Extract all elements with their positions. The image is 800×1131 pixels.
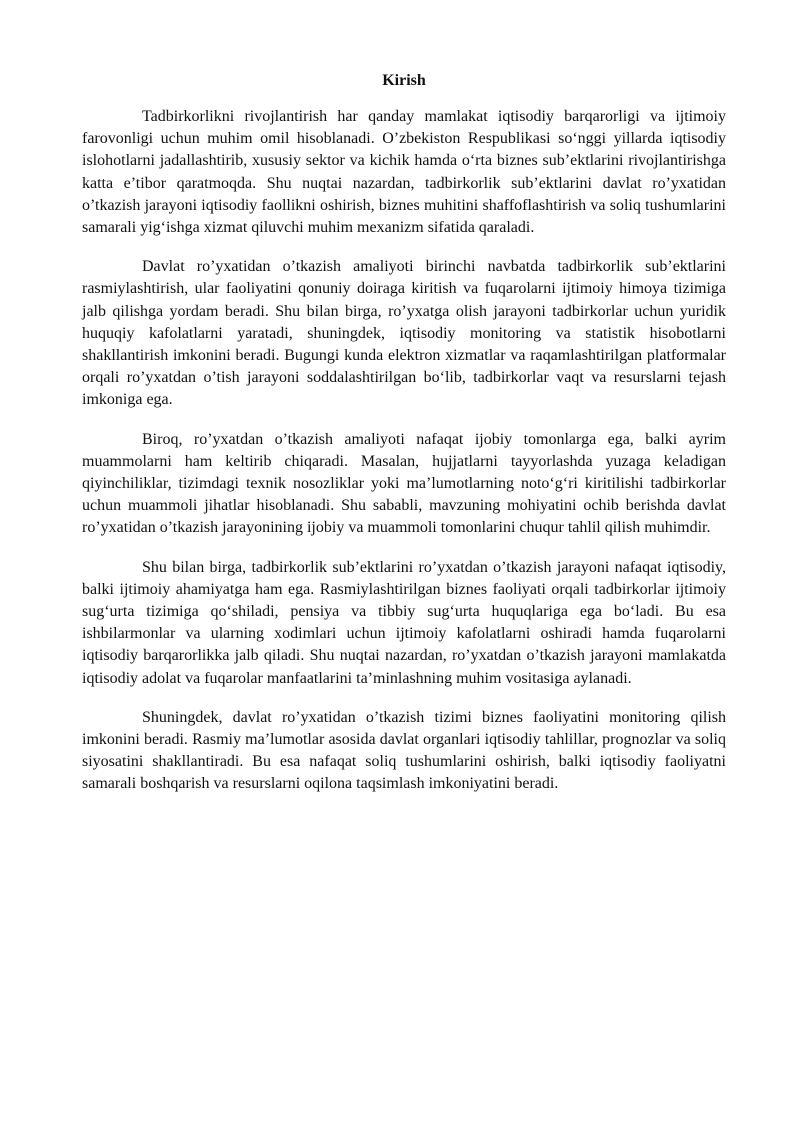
paragraph-2: Davlat ro’yxatidan o’tkazish amaliyoti birinchi navbatda tadbirkorlik sub’ektlarini rasmiylashtirish, ular faoliyatini qonuniy doiraga kiritish va fuqarolarni ijtimoiy himoya tizimiga jalb qilishga yordam beradi. Shu bilan birga, ro’yxatga olish jarayoni tadbirkorlar uchun yuridik huquqiy kafolatlarni yaratadi, shuningdek, iqtisodiy monitoring va statistik hisobotlarni shakllantirish imkonini beradi. Bugungi kunda elektron xizmatlar va raqamlashtirilgan platformalar orqali ro’yxatdan o’tish jarayoni soddalashtirilgan bo‘lib, tadbirkorlar vaqt va resurslarni tejash imkoniga ega. [82,258,726,409]
paragraph-1: Tadbirkorlikni rivojlantirish har qanday mamlakat iqtisodiy barqarorligi va ijtimoiy farovonligi uchun muhim omil hisoblanadi. O’zbekiston Respublikasi so‘nggi yillarda iqtisodiy islohotlarni jadallashtirib, xususiy sektor va kichik hamda o‘rta biznes sub’ektlarini rivojlantirishga katta e’tibor qaratmoqda. Shu nuqtai nazardan, tadbirkorlik sub’ektlarini davlat ro’yxatidan o’tkazish jarayoni iqtisodiy faollikni oshirish, biznes muhitini shaffoflashtirish va soliq tushumlarini samarali yig‘ishga xizmat qiluvchi muhim mexanizm sifatida qaraladi. [82,108,726,237]
paragraph-4: Shu bilan birga, tadbirkorlik sub’ektlarini ro’yxatdan o’tkazish jarayoni nafaqat iqtisodiy, balki ijtimoiy ahamiyatga ham ega. Rasmiylashtirilgan biznes faoliyati orqali tadbirkorlar ijtimoiy sug‘urta tizimiga qo‘shiladi, pensiya va tibbiy sug‘urta huquqlariga ega bo‘ladi. Bu esa ishbilarmonlar va ularning xodimlari uchun ijtimoiy kafolatlarni oshiradi hamda fuqarolarni iqtisodiy barqarorlikka jalb qiladi. Shu nuqtai nazardan, ro’yxatdan o’tkazish jarayoni mamlakatda iqtisodiy adolat va fuqarolar manfaatlarini ta’minlashning muhim vositasiga aylanadi. [82,558,726,687]
paragraph-3: Biroq, ro’yxatdan o’tkazish amaliyoti nafaqat ijobiy tomonlarga ega, balki ayrim muammolarni ham keltirib chiqaradi. Masalan, hujjatlarni tayyorlashda yuzaga keladigan qiyinchiliklar, tizimdagi texnik nosozliklar yoki ma’lumotlarning noto‘g‘ri kiritilishi tadbirkorlar uchun muammoli jihatlar hisoblanadi. Shu sababli, mavzuning mohiyatini ochib berishda davlat ro’yxatidan o’tkazish jarayonining ijobiy va muammoli tomonlarini chuqur tahlil qilish muhimdir. [82,430,726,537]
document-title: Kirish [382,72,426,89]
paragraph-5: Shuningdek, davlat ro’yxatidan o’tkazish tizimi biznes faoliyatini monitoring qilish imkonini beradi. Rasmiy ma’lumotlar asosida davlat organlari iqtisodiy tahlillar, prognozlar va soliq siyosatini shakllantiradi. Bu esa nafaqat soliq tushumlarini oshirish, balki iqtisodiy faoliyatni samarali boshqarish va resurslarni oqilona taqsimlash imkoniyatini beradi. [82,708,726,793]
